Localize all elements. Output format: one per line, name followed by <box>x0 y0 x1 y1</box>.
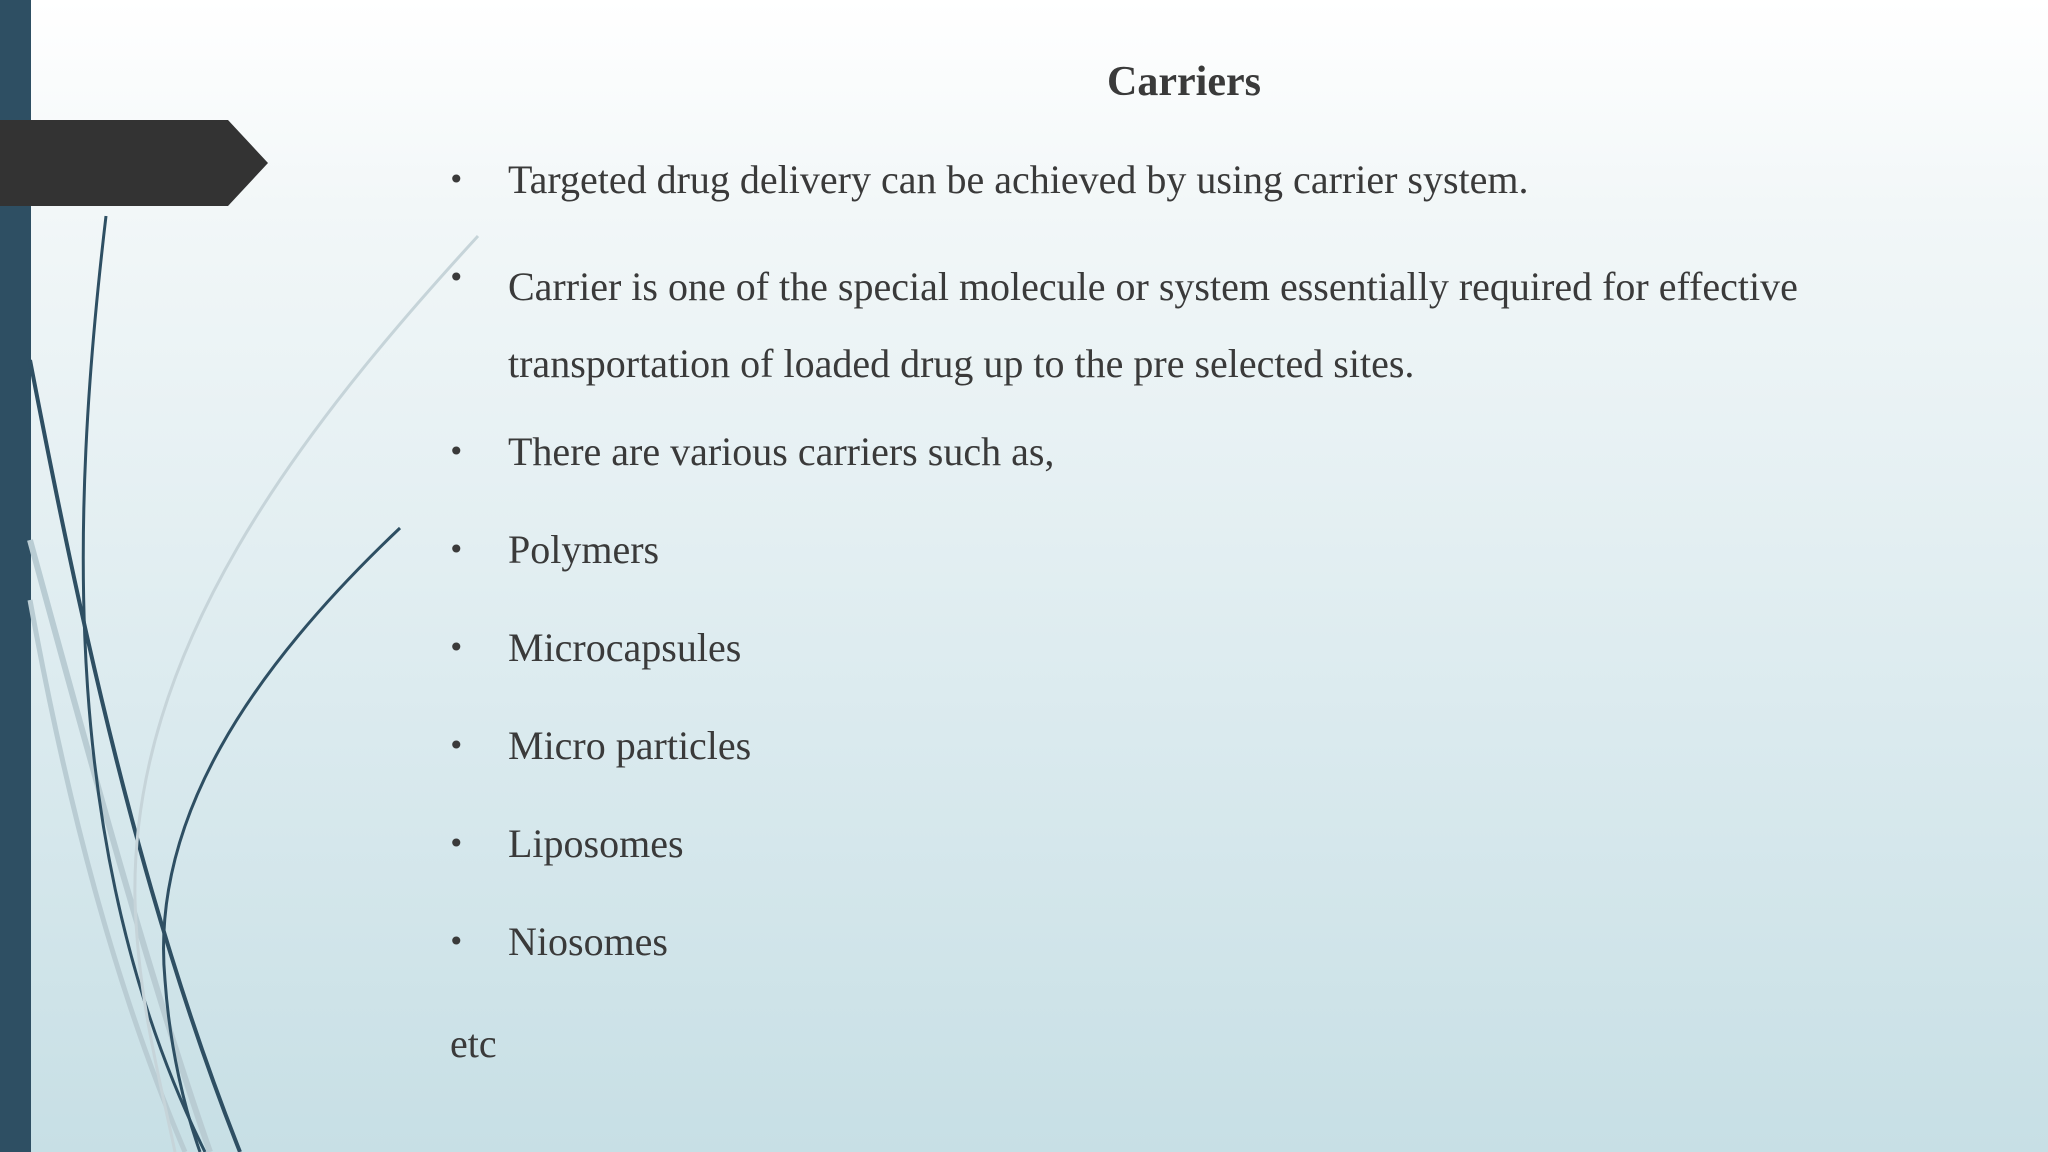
bullet-text: Targeted drug delivery can be achieved by using carrier system. <box>508 157 1529 202</box>
list-item <box>448 814 1948 874</box>
bullet-list <box>448 150 1948 1010</box>
bullet-marker: • <box>448 729 465 762</box>
list-item <box>448 912 1948 972</box>
bullet-text: Niosomes <box>508 919 668 964</box>
bullet-marker: • <box>448 261 465 294</box>
bullet-text: There are various carriers such as, <box>508 429 1055 474</box>
bullet-marker: • <box>448 631 465 664</box>
bullet-marker: • <box>448 827 465 860</box>
slide-title: Carriers <box>1107 59 1261 105</box>
bullet-text: Polymers <box>508 527 660 572</box>
list-item <box>448 520 1948 580</box>
bullet-marker: • <box>448 533 465 566</box>
bullet-text: Microcapsules <box>508 625 742 670</box>
bullet-text: Micro particles <box>508 723 752 768</box>
bullet-marker: • <box>448 435 465 468</box>
list-item <box>448 422 1948 482</box>
list-item <box>448 618 1948 678</box>
bullet-text: Liposomes <box>508 821 684 866</box>
title-tab-arrow <box>0 120 270 206</box>
bullet-marker: • <box>448 163 465 196</box>
list-item <box>448 248 1948 402</box>
trailing-text: etc <box>450 1021 497 1066</box>
bullet-text: Carrier is one of the special molecule or system essentially required for effective transportation of loaded drug up to the pre selected sites. <box>508 264 1798 386</box>
list-item <box>448 716 1948 776</box>
bullet-marker: • <box>448 925 465 958</box>
list-item <box>448 150 1948 210</box>
